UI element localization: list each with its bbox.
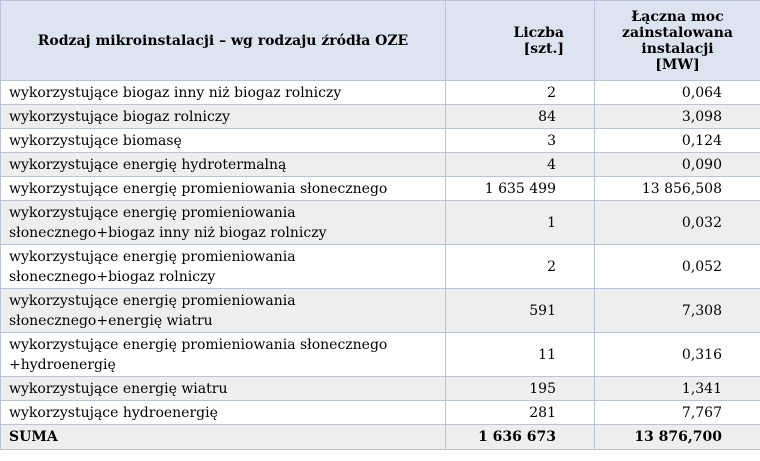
table-row <box>1 245 760 289</box>
row-count: 2 <box>446 245 595 289</box>
header-power: Łączna moc zainstalowana instalacji [MW] <box>595 1 760 81</box>
row-name: wykorzystujące energię promieniowania słonecznego <box>1 177 446 201</box>
row-power: 0,064 <box>595 81 760 105</box>
table-row <box>1 177 760 201</box>
row-count: 3 <box>446 129 595 153</box>
table-row <box>1 81 760 105</box>
row-power: 0,316 <box>595 333 760 377</box>
row-power: 7,767 <box>595 401 760 425</box>
row-name: wykorzystujące energię promieniowania słonecznego +hydroenergię <box>1 333 446 377</box>
sum-row <box>1 425 760 450</box>
table-row <box>1 333 760 377</box>
row-power: 0,124 <box>595 129 760 153</box>
row-count: 281 <box>446 401 595 425</box>
row-count: 84 <box>446 105 595 129</box>
row-count: 11 <box>446 333 595 377</box>
row-power: 7,308 <box>595 289 760 333</box>
table-row <box>1 153 760 177</box>
row-count: 2 <box>446 81 595 105</box>
row-name: wykorzystujące energię promieniowania słonecznego+energię wiatru <box>1 289 446 333</box>
row-power: 13 856,508 <box>595 177 760 201</box>
row-name: wykorzystujące biogaz rolniczy <box>1 105 446 129</box>
row-name: wykorzystujące energię hydrotermalną <box>1 153 446 177</box>
row-power: 1,341 <box>595 377 760 401</box>
row-count: 4 <box>446 153 595 177</box>
row-power: 0,032 <box>595 201 760 245</box>
table-row <box>1 289 760 333</box>
row-count: 1 635 499 <box>446 177 595 201</box>
table-row <box>1 129 760 153</box>
row-power: 3,098 <box>595 105 760 129</box>
table-header-row <box>1 1 760 81</box>
sum-label: SUMA <box>1 425 446 450</box>
table-row <box>1 105 760 129</box>
header-type: Rodzaj mikroinstalacji – wg rodzaju źródła OZE <box>1 1 446 81</box>
sum-count: 1 636 673 <box>446 425 595 450</box>
row-count: 591 <box>446 289 595 333</box>
sum-power: 13 876,700 <box>595 425 760 450</box>
row-name: wykorzystujące biogaz inny niż biogaz rolniczy <box>1 81 446 105</box>
row-name: wykorzystujące biomasę <box>1 129 446 153</box>
row-name: wykorzystujące energię promieniowania słonecznego+biogaz inny niż biogaz rolniczy <box>1 201 446 245</box>
row-name: wykorzystujące hydroenergię <box>1 401 446 425</box>
row-power: 0,052 <box>595 245 760 289</box>
table-row <box>1 201 760 245</box>
table-row <box>1 377 760 401</box>
row-name: wykorzystujące energię promieniowania słonecznego+biogaz rolniczy <box>1 245 446 289</box>
row-name: wykorzystujące energię wiatru <box>1 377 446 401</box>
row-power: 0,090 <box>595 153 760 177</box>
table-row <box>1 401 760 425</box>
header-count: Liczba [szt.] <box>446 1 595 81</box>
row-count: 195 <box>446 377 595 401</box>
row-count: 1 <box>446 201 595 245</box>
